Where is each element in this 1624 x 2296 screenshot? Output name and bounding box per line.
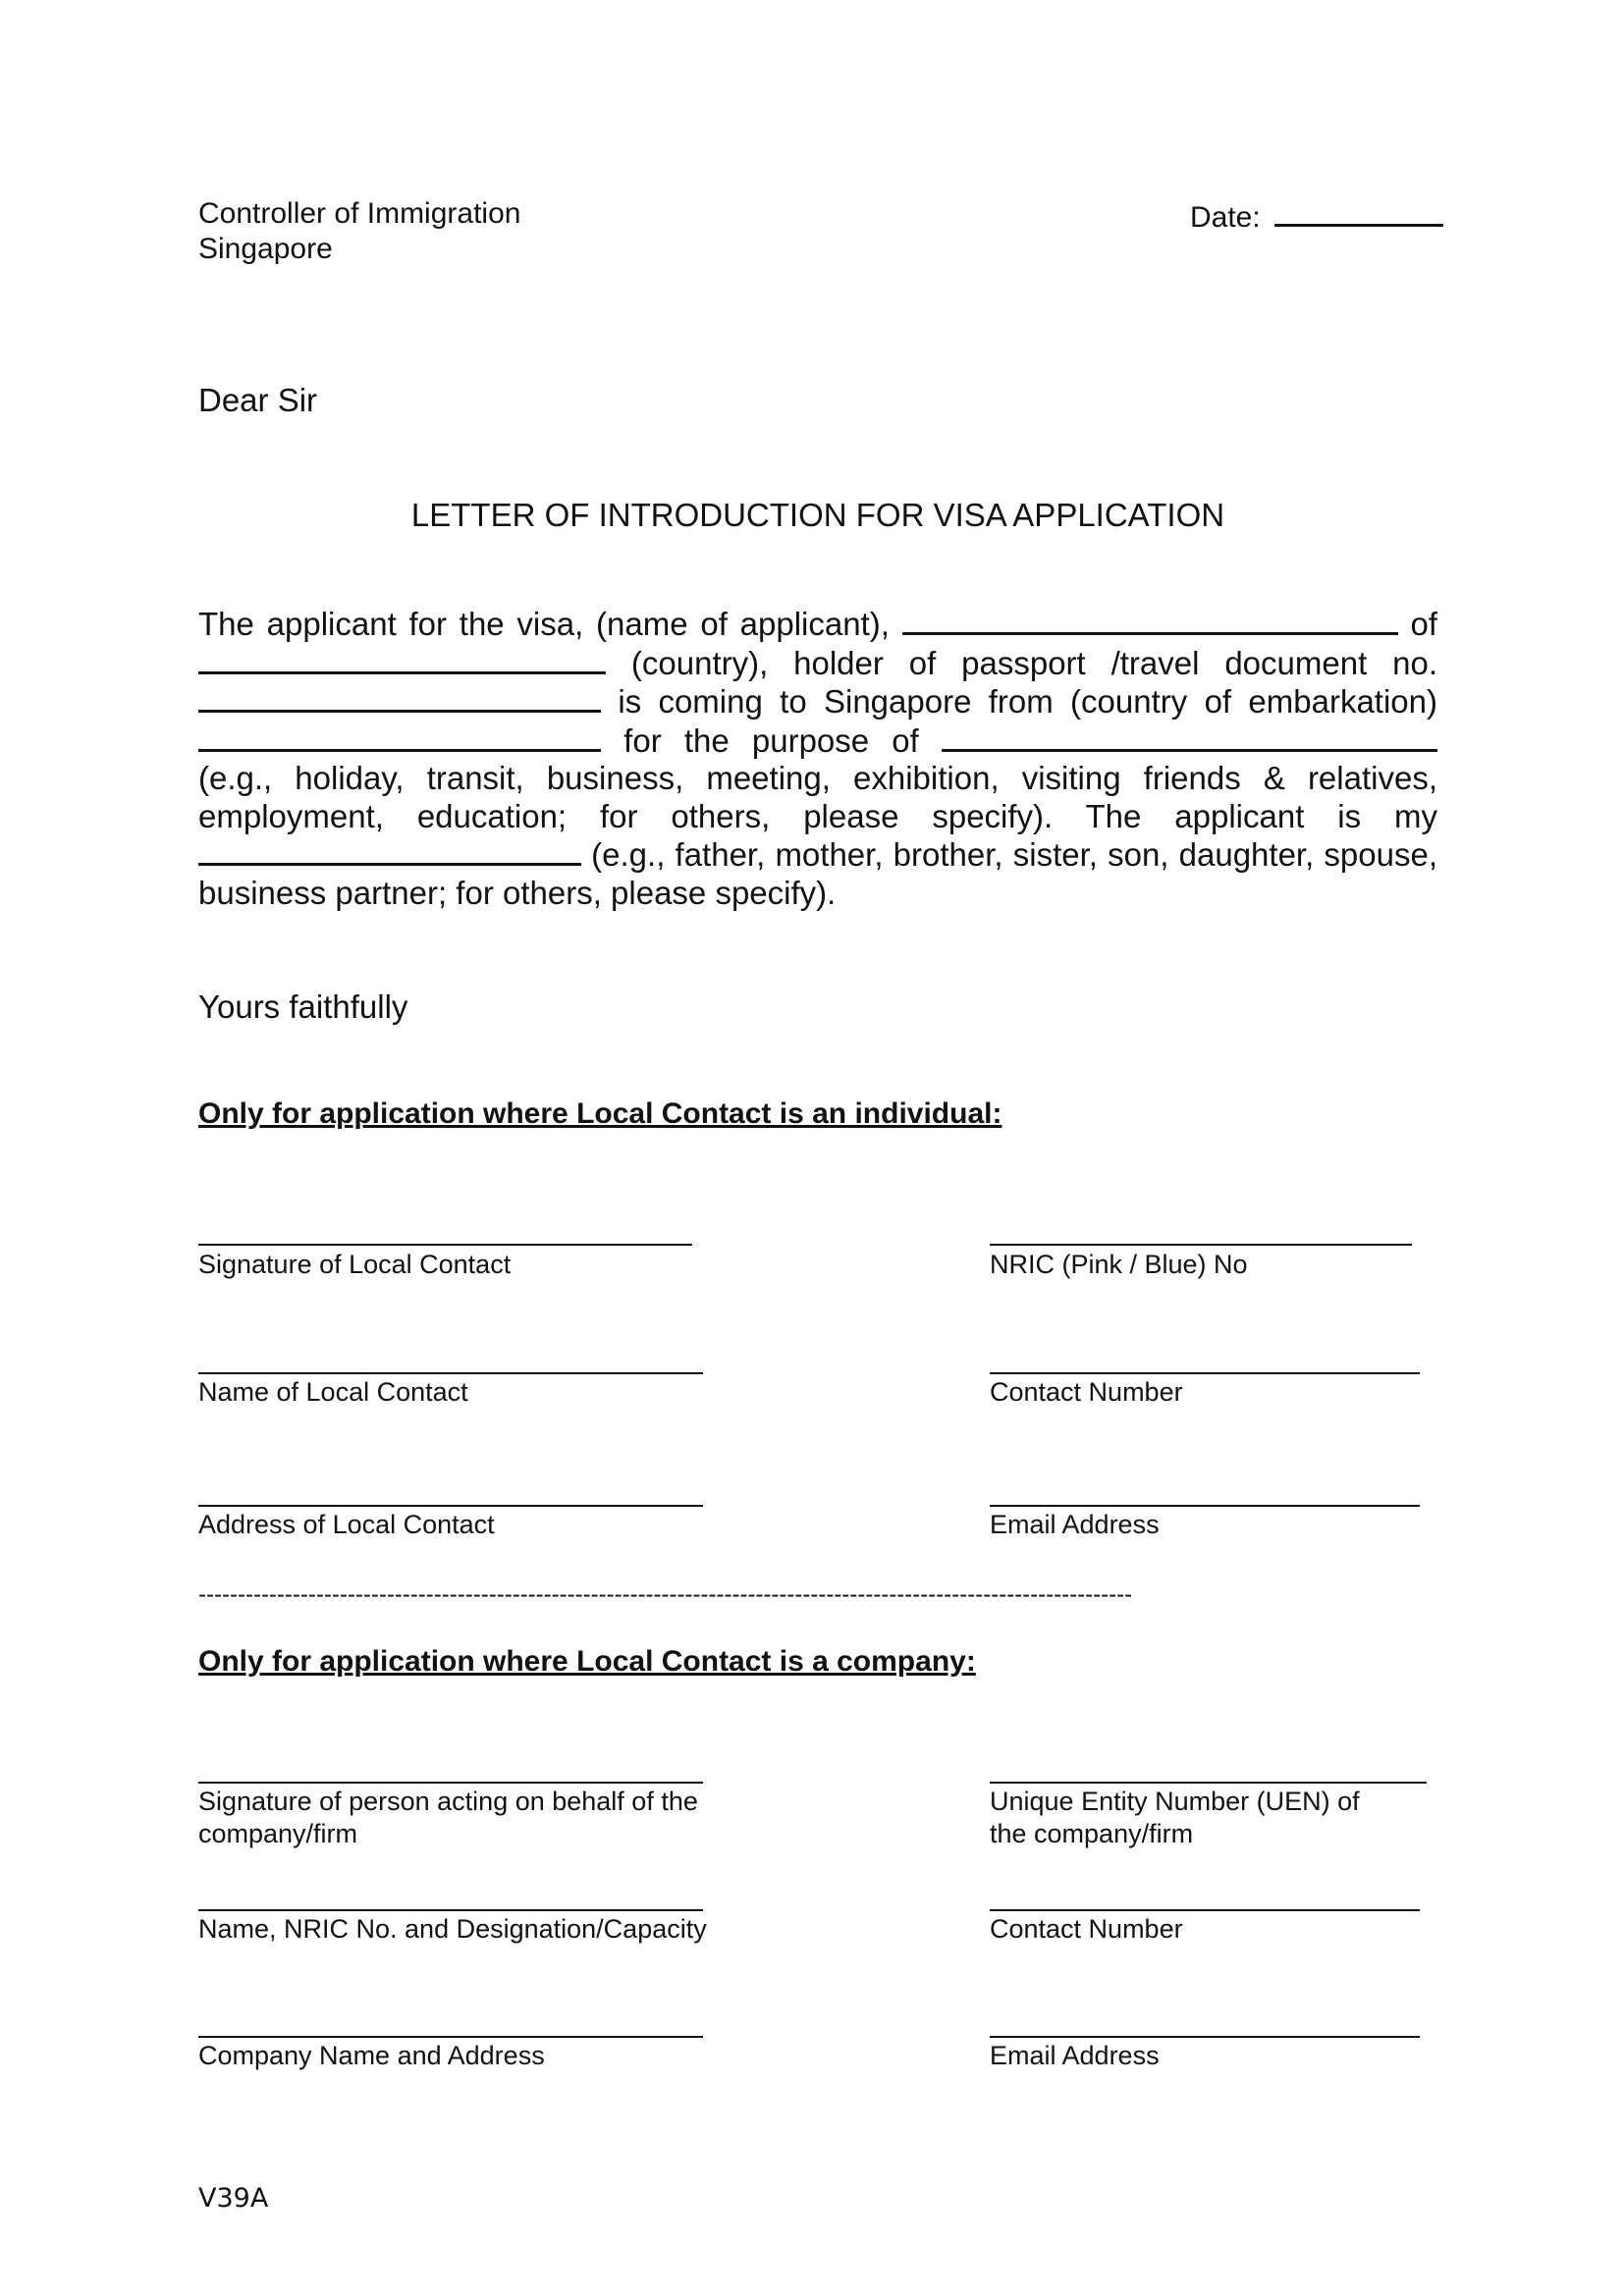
contact-number-line[interactable] bbox=[990, 1372, 1420, 1374]
body-seg-3: (country), holder of passport /travel document no. bbox=[630, 644, 1437, 681]
letter-title: LETTER OF INTRODUCTION FOR VISA APPLICATION bbox=[410, 497, 1225, 533]
purpose-blank[interactable] bbox=[942, 721, 1437, 752]
company-name-nric-label: Name, NRIC No. and Designation/Capacity bbox=[198, 1914, 707, 1944]
body-seg-1: The applicant for the visa, (name of applicant), bbox=[198, 606, 890, 642]
email-line[interactable] bbox=[990, 1505, 1420, 1507]
body-seg-4: is coming to Singapore from (country of embarkation) bbox=[618, 683, 1437, 720]
country-blank[interactable] bbox=[198, 644, 606, 674]
company-name-nric-line[interactable] bbox=[198, 1909, 703, 1911]
email-label: Email Address bbox=[990, 1510, 1160, 1539]
closing: Yours faithfully bbox=[198, 988, 408, 1025]
date-field bbox=[1190, 196, 1443, 236]
date-label: Date: bbox=[1190, 201, 1261, 234]
date-blank[interactable] bbox=[1274, 196, 1443, 227]
body-seg-2: of bbox=[1410, 606, 1438, 642]
company-section-heading: Only for application where Local Contact is a company: bbox=[198, 1645, 976, 1678]
nric-label: NRIC (Pink / Blue) No bbox=[990, 1250, 1248, 1279]
company-address-label: Company Name and Address bbox=[198, 2041, 545, 2070]
uen-label-2: the company/firm bbox=[990, 1819, 1194, 1848]
form-code: V39A bbox=[198, 2183, 269, 2214]
individual-section-heading: Only for application where Local Contact is an individual: bbox=[198, 1097, 1002, 1130]
salutation: Dear Sir bbox=[198, 382, 318, 418]
company-email-label: Email Address bbox=[990, 2041, 1160, 2070]
address-label: Address of Local Contact bbox=[198, 1510, 495, 1539]
section-separator: ----------------------------------------------------------------------------------------------------------------------- bbox=[198, 1581, 1133, 1608]
signature-line[interactable] bbox=[198, 1244, 692, 1246]
name-label: Name of Local Contact bbox=[198, 1377, 468, 1407]
uen-line[interactable] bbox=[990, 1782, 1427, 1784]
body-seg-5: for the purpose of bbox=[623, 721, 919, 759]
relationship-blank[interactable] bbox=[198, 835, 581, 866]
nric-line[interactable] bbox=[990, 1244, 1412, 1246]
contact-number-label: Contact Number bbox=[990, 1377, 1183, 1407]
company-contact-label: Contact Number bbox=[990, 1914, 1183, 1944]
uen-label-1: Unique Entity Number (UEN) of bbox=[990, 1787, 1360, 1816]
addressee-line-2: Singapore bbox=[198, 233, 333, 265]
company-signature-label-1: Signature of person acting on behalf of the bbox=[198, 1787, 698, 1816]
company-address-line[interactable] bbox=[198, 2036, 703, 2038]
signature-label: Signature of Local Contact bbox=[198, 1250, 512, 1279]
body-paragraph bbox=[198, 605, 1437, 912]
body-seg-6: (e.g., holiday, transit, business, meeting, exhibition, visiting friends & relatives, employment, education; for others, please specify). The applicant is my bbox=[198, 760, 1437, 834]
address-line[interactable] bbox=[198, 1505, 703, 1507]
applicant-name-blank[interactable] bbox=[902, 605, 1398, 635]
company-contact-line[interactable] bbox=[990, 1909, 1420, 1911]
embarkation-country-blank[interactable] bbox=[198, 721, 601, 752]
body-seg-7: (e.g., father, mother, brother, sister, son, daughter, spouse, business partner; for others, please specify). bbox=[198, 836, 1437, 911]
company-signature-line[interactable] bbox=[198, 1782, 703, 1784]
name-line[interactable] bbox=[198, 1372, 703, 1374]
addressee-line-1: Controller of Immigration bbox=[198, 197, 521, 230]
company-email-line[interactable] bbox=[990, 2036, 1420, 2038]
company-signature-label-2: company/firm bbox=[198, 1819, 358, 1848]
passport-number-blank[interactable] bbox=[198, 682, 601, 713]
